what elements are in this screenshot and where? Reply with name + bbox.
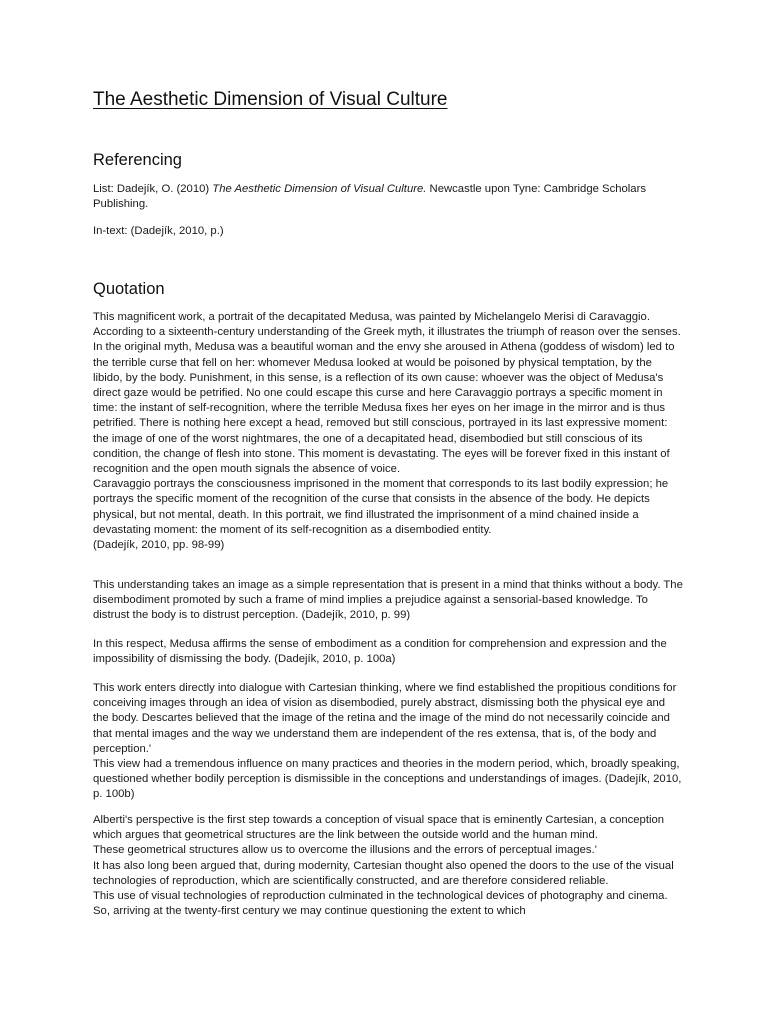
quotation-geometrical: These geometrical structures allow us to overcome the illusions and the errors of perceptual images.' xyxy=(93,844,597,857)
quotation-consciousness: Caravaggio portrays the consciousness imprisoned in the moment that corresponds to its last bodily expression; he portrays the specific moment of the recognition of the curse that consists in the absence of the body. He depicts physical, but not mental, death. In this portrait, we find illustrated the imprisonment of a mind chained inside a devastating moment: the moment of its self-recognition as a disembodied entity. xyxy=(93,478,669,536)
quotation-citation-98-99: (Dadejík, 2010, pp. 98-99) xyxy=(93,539,225,552)
reference-book-title: The Aesthetic Dimension of Visual Culture. xyxy=(212,183,427,195)
reference-list-prefix: List: Dadejík, O. (2010) xyxy=(93,183,213,195)
quotation-disembodiment: This understanding takes an image as a simple representation that is present in a mind that thinks without a body. The disembodiment promoted by such a frame of mind implies a prejudice against a sensorial-based knowledge. To distrust the body is to distrust perception. (Dadejík, 2010, p. 99) xyxy=(93,579,683,622)
quotation-medusa-description: This magnificent work, a portrait of the decapitated Medusa, was painted by Michelangelo Merisi di Caravaggio. According to a sixteenth-century understanding of the Greek myth, it illustrates the triumph of reason over the senses. In the original myth, Medusa was a beautiful woman and the envy she aroused in Athena (goddess of wisdom) led to the terrible curse that fell on her: whomever Medusa looked at would be poisoned by physical temptation, by the libido, by the body. Punishment, in this sense, is a reflection of its own cause: whoever was the object of Medusa's direct gaze would be petrified. No one could escape this curse and here Caravaggio portrays a specific moment in time: the instant of self-recognition, where the terrible Medusa fixes her eyes on her image in the mirror and is thus petrified. There is nothing here except a head, removed but still conscious, portrayed in its last expressive moment: the image of one of the worst nightmares, the one of a decapitated head, disembodied but still conscious of its condition, the change of flesh into stone. This moment is devastating. The eyes will be forever fixed in this instant of recognition and the open mouth signals the absence of voice. xyxy=(93,311,681,476)
quotation-paragraph-2 xyxy=(93,578,683,624)
document-title: The Aesthetic Dimension of Visual Culture xyxy=(93,89,448,110)
quotation-cartesian: This work enters directly into dialogue with Cartesian thinking, where we find established the propitious conditions for conceiving images through an idea of vision as disembodied, purely abstract, dismissing both the physical eye and the body. Descartes believed that the image of the retina and the image of the mind do not necessarily coincide and that mental images and the way we understand them are independent of the res extensa, that is, of the body and perception.' xyxy=(93,682,677,755)
quotation-photography: This use of visual technologies of reproduction culminated in the technological devices of photography and cinema. So, arriving at the twenty-first century we may continue questioning the extent to which xyxy=(93,890,668,918)
quotation-alberti: Alberti's perspective is the first step towards a conception of visual space that is eminently Cartesian, a conception which argues that geometrical structures are the link between the outside world and the human mind. xyxy=(93,814,665,842)
reference-list-entry xyxy=(93,182,683,212)
quotation-paragraph-1 xyxy=(93,310,683,553)
in-text-citation xyxy=(93,224,683,239)
quotation-heading: Quotation xyxy=(93,280,165,298)
quotation-reproduction: It has also long been argued that, during modernity, Cartesian thought also opened the doors to the use of the visual technologies of reproduction, which are scientifically constructed, and are therefore considered reliable. xyxy=(93,859,674,887)
in-text-citation-text: In-text: (Dadejík, 2010, p.) xyxy=(93,225,224,237)
quotation-paragraph-3 xyxy=(93,637,683,667)
quotation-paragraph-5 xyxy=(93,813,683,919)
referencing-heading: Referencing xyxy=(93,151,182,169)
quotation-embodiment: In this respect, Medusa affirms the sense of embodiment as a condition for comprehension and expression and the impossibility of dismissing the body. (Dadejík, 2010, p. 100a) xyxy=(93,638,667,666)
quotation-paragraph-4 xyxy=(93,681,683,803)
quotation-modern-influence: This view had a tremendous influence on many practices and theories in the modern period, which, broadly speaking, questioned whether bodily perception is dismissible in the conceptions and understandings of images. (Dadejík, 2010, p. 100b) xyxy=(93,758,682,801)
reference-list-suffix: Newcastle upon Tyne: Cambridge Scholars Publishing. xyxy=(93,183,646,211)
